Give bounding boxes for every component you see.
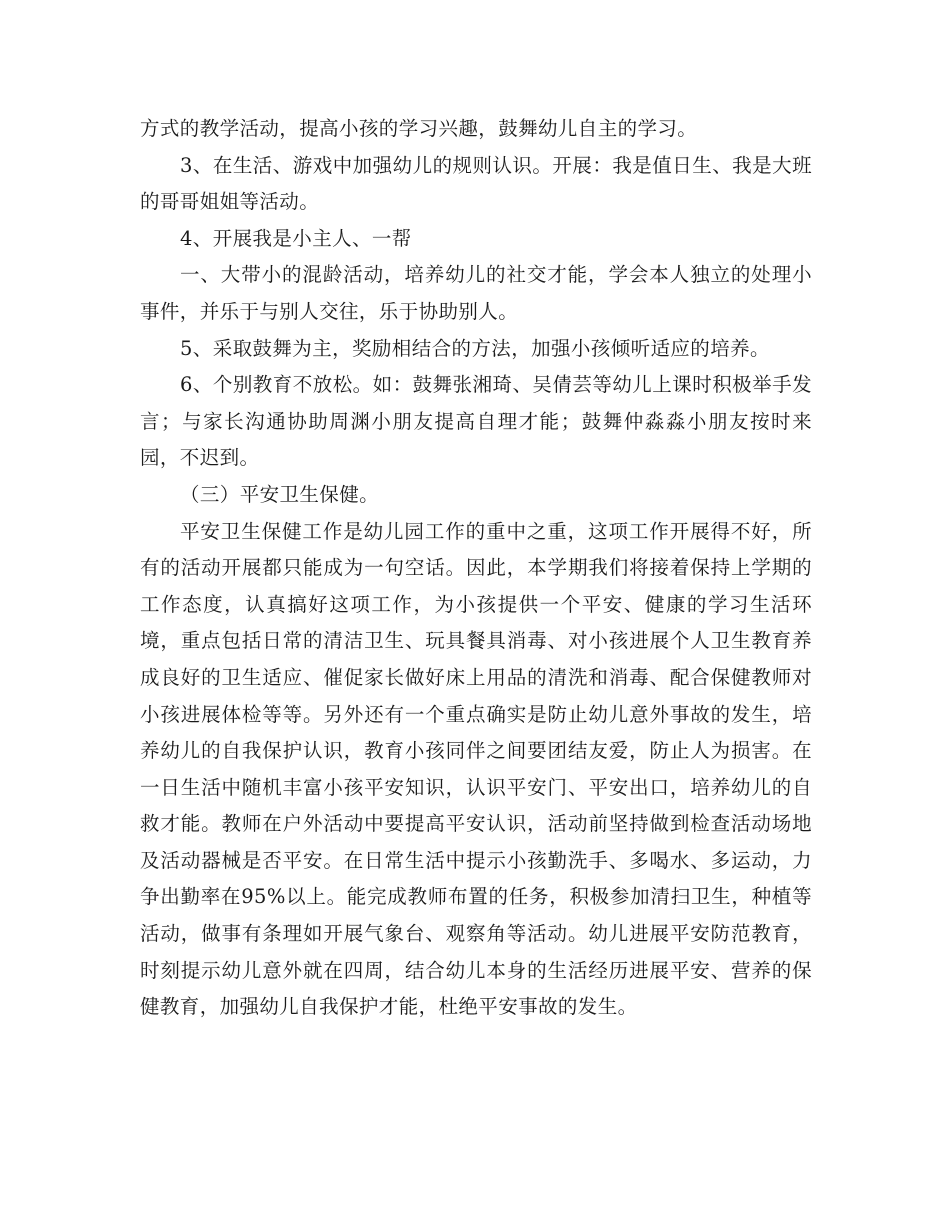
paragraph-item-4-cont: 一、大带小的混龄活动，培养幼儿的社交才能，学会本人独立的处理小事件，并乐于与别人交往，乐于协助别人。 xyxy=(140,263,812,323)
section-heading-safety-health: （三）平安卫生保健。 xyxy=(180,482,380,506)
paragraph-safety-health-body: 平安卫生保健工作是幼儿园工作的重中之重，这项工作开展得不好，所有的活动开展都只能成为一句空话。因此，本学期我们将接着保持上学期的工作态度，认真搞好这项工作，为小孩提供一个平安、健康的学习生活环境，重点包括日常的清洁卫生、玩具餐具消毒、对小孩进展个人卫生教育养成良好的卫生适应、催促家长做好床上用品的清洗和消毒、配合保健教师对小孩进展体检等等。另外还有一个重点确实是防止幼儿意外事故的发生，培养幼儿的自我保护认识，教育小孩同伴之间要团结友爱，防止人为损害。在一日生活中随机丰富小孩平安知识，认识平安门、平安出口，培养幼儿的自救才能。教师在户外活动中要提高平安认识，活动前坚持做到检查活动场地及活动器械是否平安。在日常生活中提示小孩勤洗手、多喝水、多运动，力争出勤率在95%以上。能完成教师布置的任务，积极参加清扫卫生，种植等活动，做事有条理如开展气象台、观察角等活动。幼儿进展平安防范教育，时刻提示幼儿意外就在四周，结合幼儿本身的生活经历进展平安、营养的保健教育，加强幼儿自我保护才能，杜绝平安事故的发生。 xyxy=(140,519,812,1019)
paragraph-item-6: 6、个别教育不放松。如：鼓舞张湘琦、吴倩芸等幼儿上课时积极举手发言；与家长沟通协助周渊小朋友提高自理才能；鼓舞仲淼淼小朋友按时来园，不迟到。 xyxy=(140,373,812,470)
document-body xyxy=(140,111,812,1026)
paragraph-item-5: 5、采取鼓舞为主，奖励相结合的方法，加强小孩倾听适应的培养。 xyxy=(180,336,770,360)
paragraph-continuation: 方式的教学活动，提高小孩的学习兴趣，鼓舞幼儿自主的学习。 xyxy=(140,117,698,140)
paragraph-item-3: 3、在生活、游戏中加强幼儿的规则认识。开展：我是值日生、我是大班的哥哥姐姐等活动。 xyxy=(140,153,812,214)
paragraph-item-4: 4、开展我是小主人、一帮 xyxy=(180,226,412,250)
